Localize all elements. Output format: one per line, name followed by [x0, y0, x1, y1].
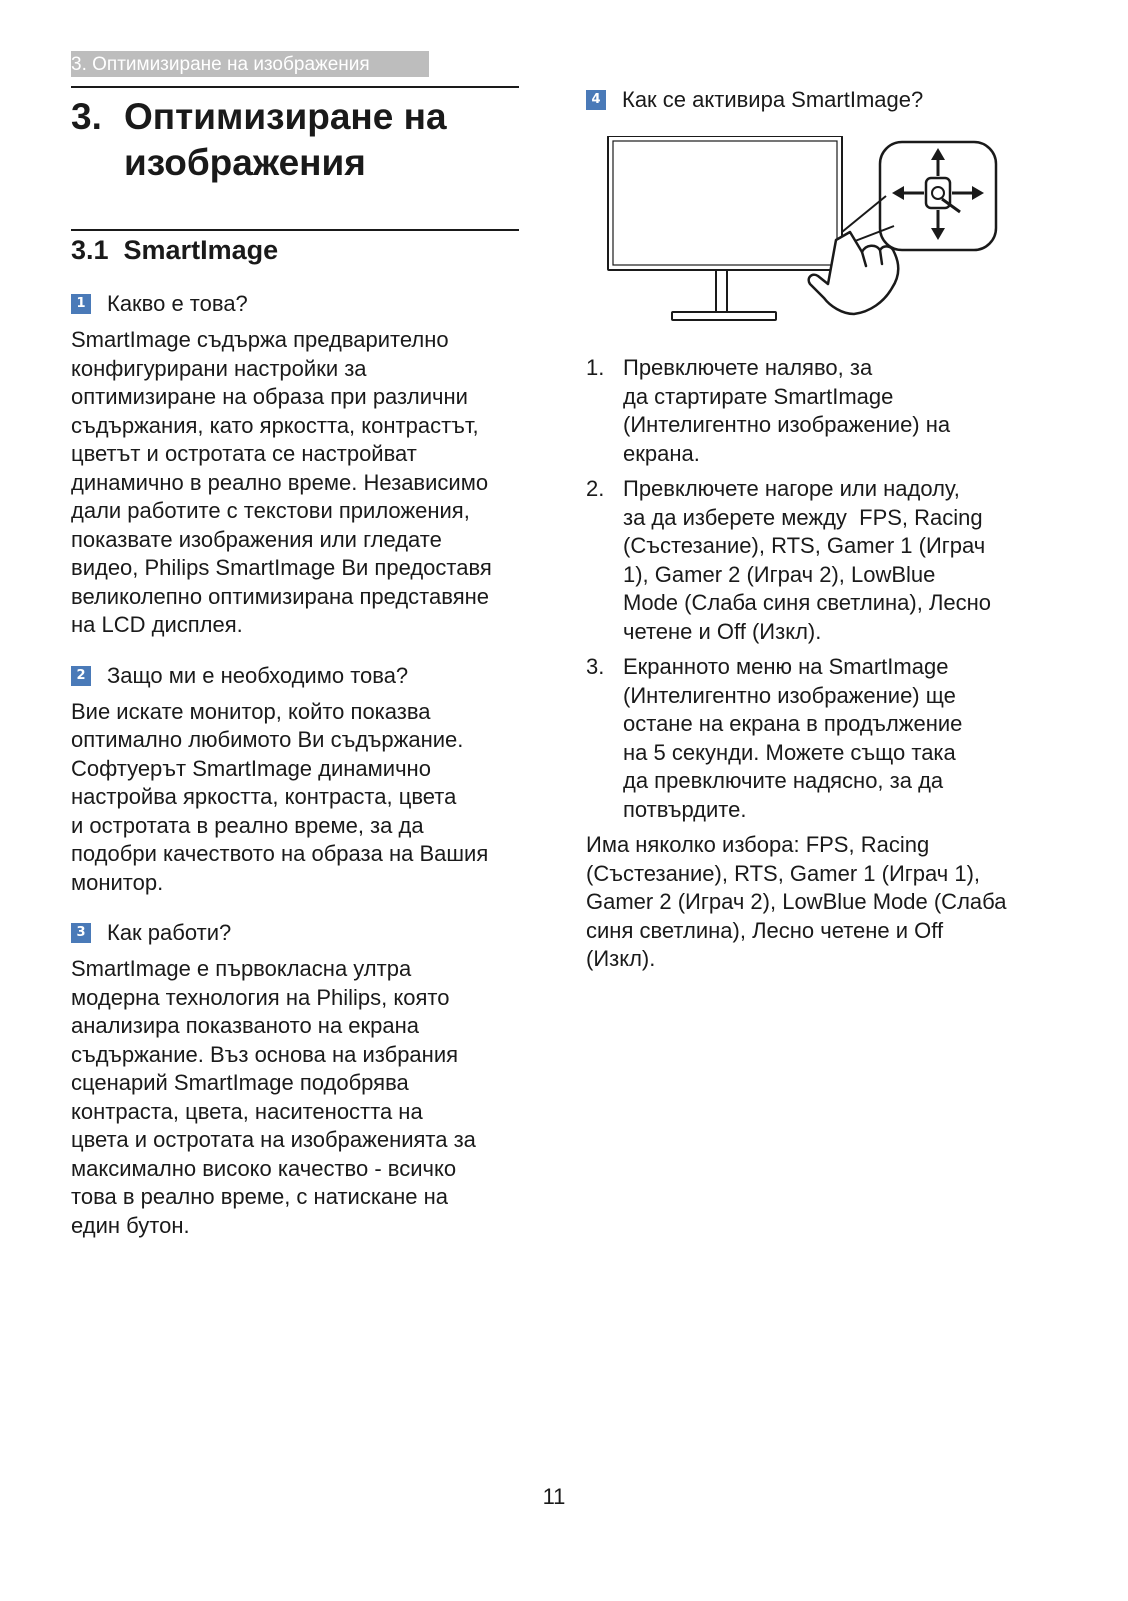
sub-heading-text: Как работи?	[107, 920, 232, 945]
text-line: да превключите надясно, за да	[623, 768, 944, 793]
block-why-need-it	[71, 662, 519, 898]
paragraph	[71, 326, 519, 640]
step-item	[586, 475, 1056, 646]
text-line: монитор.	[71, 869, 164, 895]
step-number: 1.	[586, 355, 605, 380]
text-line: Превключете нагоре или надолу,	[623, 476, 960, 501]
text-line: (Изкл).	[586, 946, 656, 971]
text-line: да стартирате SmartImage	[623, 383, 894, 409]
text-line: съдържание. Въз основа на избрания	[71, 1041, 459, 1067]
joystick-icon	[880, 142, 996, 250]
text-line: Има няколко избора: FPS, Racing	[586, 832, 930, 857]
sub-heading	[71, 919, 519, 947]
chapter-title	[71, 94, 519, 186]
summary-paragraph	[586, 831, 1056, 974]
text-line: цвета и остротата на изображенията за	[71, 1127, 476, 1152]
step-text	[623, 354, 950, 468]
block-what-is-it	[71, 290, 519, 640]
text-line: подобри качеството на образа на Вашия	[71, 841, 489, 866]
text-line: SmartImage съдържа предварително	[71, 327, 449, 352]
text-line: един бутон.	[71, 1212, 190, 1238]
step-item	[586, 653, 1056, 824]
text-line: на LCD дисплея.	[71, 612, 243, 637]
text-line: сценарий SmartImage подобрява	[71, 1070, 409, 1095]
text-line: (Състезание), RTS, Gamer 1 (Играч	[623, 533, 986, 558]
chapter-rule	[71, 86, 519, 88]
text-line: дали работите с текстови приложения,	[71, 498, 470, 523]
text-line: 1), Gamer 2 (Играч 2), LowBlue	[623, 561, 936, 587]
section-rule	[71, 229, 519, 231]
step-text	[623, 475, 991, 646]
text-line: Софтуерът SmartImage динамично	[71, 755, 431, 781]
text-line: потвърдите.	[623, 796, 747, 822]
number-badge: 1	[71, 294, 91, 314]
text-line: на 5 секунди. Можете също така	[623, 739, 956, 765]
hand-icon	[809, 232, 899, 314]
text-line: настройва яркостта, контраста, цвета	[71, 784, 457, 809]
running-header-text: 3. Оптимизиране на изображения	[71, 54, 370, 75]
text-line: (Състезание), RTS, Gamer 1 (Играч 1),	[586, 860, 981, 886]
number-badge: 4	[586, 90, 606, 110]
text-line: съдържания, като яркостта, контрастът,	[71, 412, 479, 438]
text-line: великолепно оптимизирана представяне	[71, 583, 489, 609]
text-line: оптимизиране на образа при различни	[71, 384, 468, 409]
right-column	[586, 86, 1056, 974]
text-line: Mode (Слаба синя светлина), Лесно	[623, 590, 991, 615]
section-title: 3.1 SmartImage	[71, 235, 279, 265]
text-line: максимално високо качество - всичко	[71, 1155, 457, 1181]
number-badge: 3	[71, 923, 91, 943]
steps-list	[586, 354, 1056, 824]
text-line: оптимално любимото Ви съдържание.	[71, 727, 464, 752]
step-text	[623, 653, 962, 824]
text-line: Превключете наляво, за	[623, 355, 873, 380]
text-line: модерна технология на Philips, която	[71, 984, 450, 1010]
chapter-title-text	[124, 94, 447, 186]
text-line: конфигурирани настройки за	[71, 355, 367, 381]
text-line: SmartImage е първокласна ултра	[71, 956, 412, 981]
text-line: контраста, цвета, наситеността на	[71, 1098, 423, 1124]
text-line: екрана.	[623, 440, 700, 466]
paragraph	[71, 698, 519, 898]
text-line: четене и Off (Изкл).	[623, 618, 822, 644]
step-number: 2.	[586, 476, 605, 501]
text-line: цветът и остротата се настройват	[71, 441, 417, 466]
monitor-joystick-illustration	[604, 136, 1024, 336]
text-line: това в реално време, с натискане на	[71, 1184, 449, 1209]
step-item	[586, 354, 1056, 468]
sub-heading-text: Защо ми е необходимо това?	[107, 662, 409, 688]
text-line: анализира показваното на екрана	[71, 1013, 420, 1038]
text-line: (Интелигентно изображение) на	[623, 412, 951, 437]
sub-heading-text: Какво е това?	[107, 291, 248, 316]
text-line: и остротата в реално време, за да	[71, 812, 424, 838]
text-line: Екранното меню на SmartImage	[623, 654, 949, 679]
block-how-it-works	[71, 919, 519, 1240]
running-header	[71, 51, 429, 77]
text-line: за да изберете между FPS, Racing	[623, 504, 983, 530]
chapter-title-line: изображения	[124, 142, 366, 183]
monitor-icon	[608, 136, 842, 320]
left-column	[71, 86, 519, 1240]
text-line: остане на екрана в продължение	[623, 711, 963, 736]
sub-heading-text: Как се активира SmartImage?	[622, 87, 924, 112]
step-number: 3.	[586, 654, 605, 679]
chapter-number: 3.	[71, 96, 102, 137]
text-line: синя светлина), Лесно четене и Off	[586, 917, 944, 943]
sub-heading	[586, 86, 1056, 114]
sub-heading	[71, 290, 519, 318]
chapter-title-line: Оптимизиране на	[124, 96, 447, 137]
sub-heading	[71, 662, 519, 690]
text-line: (Интелигентно изображение) ще	[623, 682, 956, 708]
text-line: динамично в реално време. Независимо	[71, 469, 489, 495]
page-number: 11	[542, 1484, 566, 1509]
number-badge: 2	[71, 666, 91, 686]
text-line: Вие искате монитор, който показва	[71, 698, 431, 724]
paragraph	[71, 955, 519, 1240]
text-line: видео, Philips SmartImage Ви предоставя	[71, 555, 492, 580]
text-line: показвате изображения или гледате	[71, 526, 442, 552]
text-line: Gamer 2 (Играч 2), LowBlue Mode (Слаба	[586, 889, 1007, 914]
